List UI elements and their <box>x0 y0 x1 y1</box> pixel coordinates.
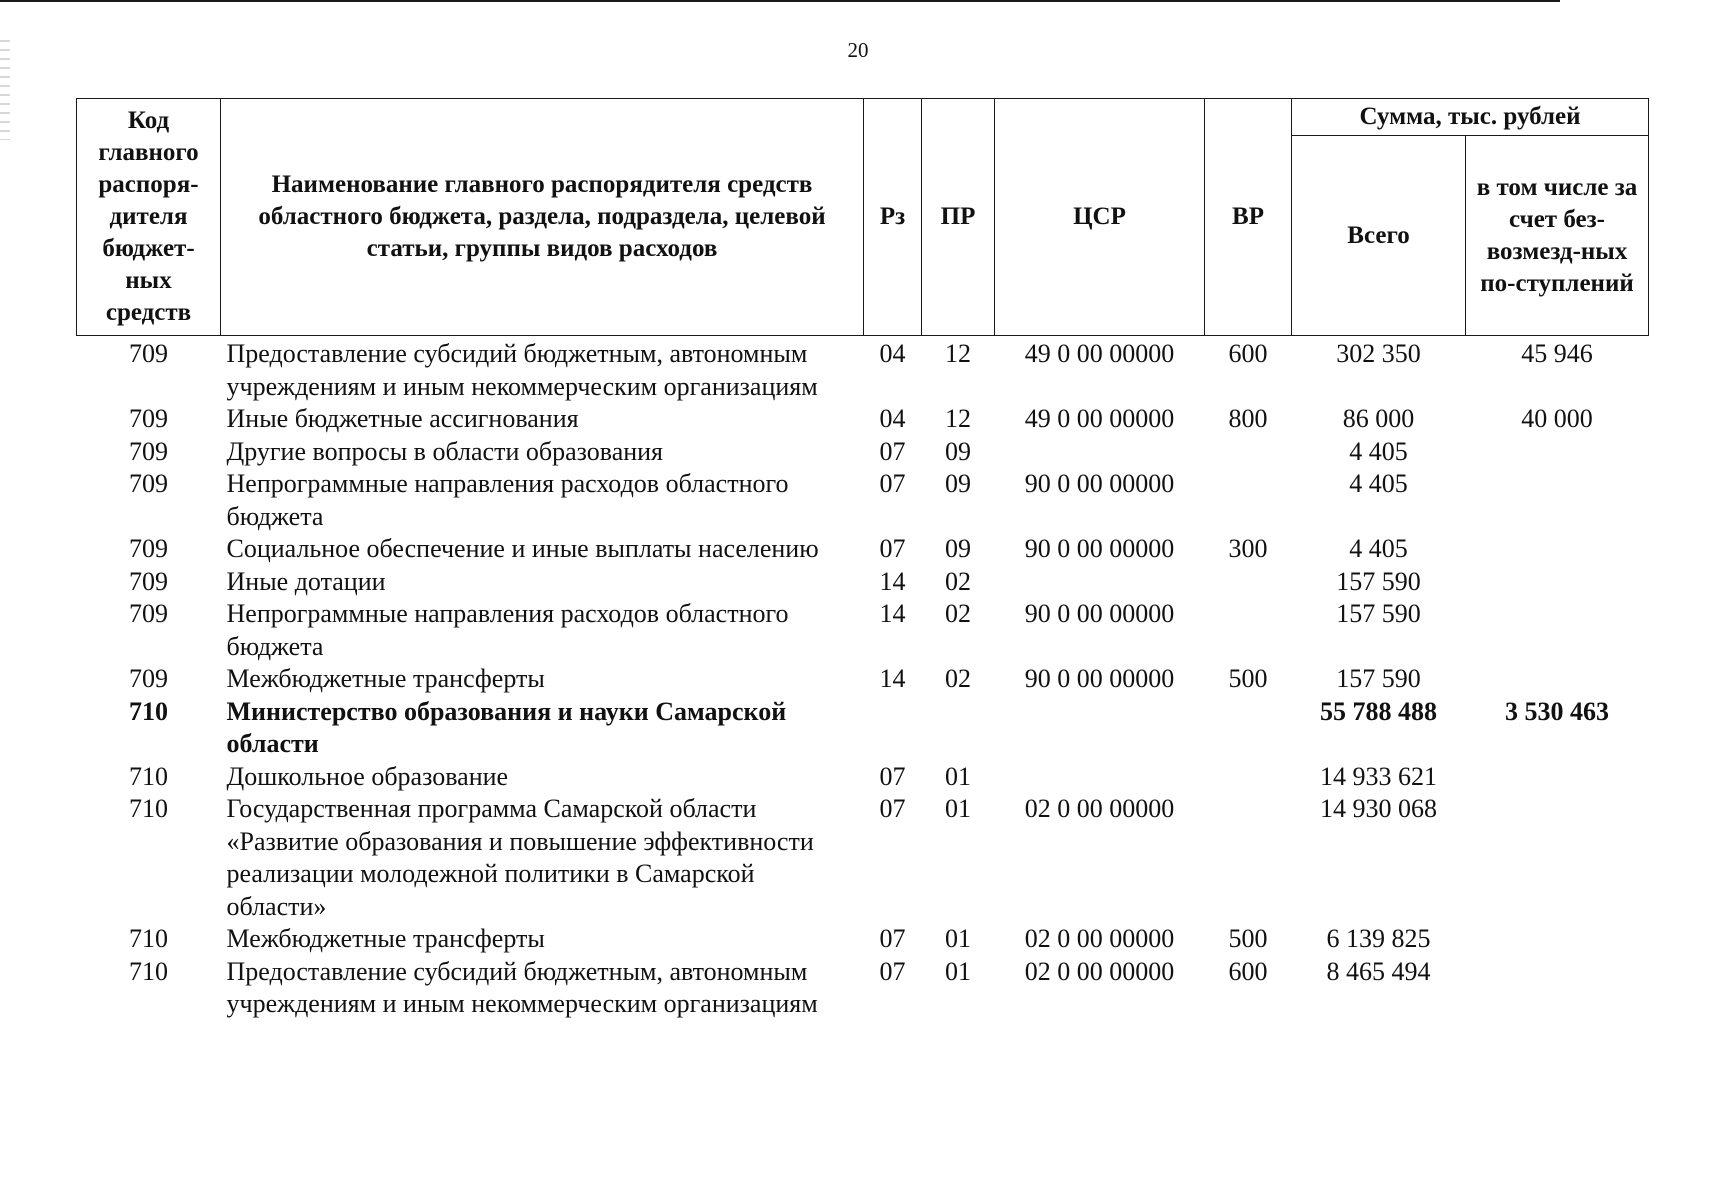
table-row <box>77 436 1649 469</box>
cell-total: 6 139 825 <box>1326 924 1431 953</box>
cell-code: 709 <box>129 566 168 596</box>
cell-pr: 12 <box>945 404 971 433</box>
table-row <box>77 696 1649 761</box>
cell-vr: 600 <box>1228 339 1268 368</box>
cell-pr: 09 <box>945 534 971 563</box>
cell-csr: 02 0 00 00000 <box>1024 956 1175 986</box>
cell-total: 4 405 <box>1349 534 1408 563</box>
cell-csr <box>995 696 1205 761</box>
cell-code: 709 <box>129 436 168 466</box>
cell-free <box>1466 566 1649 599</box>
cell-rz <box>864 696 922 761</box>
cell-pr: 01 <box>945 924 971 953</box>
cell-rz: 07 <box>879 794 906 823</box>
cell-vr: 500 <box>1228 664 1268 693</box>
cell-csr: 90 0 00 00000 <box>1024 599 1175 628</box>
cell-pr: 01 <box>945 956 971 986</box>
cell-rz: 14 <box>879 566 906 596</box>
cell-pr: 02 <box>945 566 971 596</box>
cell-name: Другие вопросы в области образования <box>226 436 664 466</box>
cell-free <box>1466 761 1649 794</box>
cell-code: 710 <box>129 924 168 953</box>
header-csr: ЦСР <box>995 99 1205 336</box>
cell-code: 709 <box>129 534 168 563</box>
cell-pr: 02 <box>945 599 971 628</box>
table-row <box>77 793 1649 923</box>
table-row <box>77 336 1649 404</box>
cell-vr: 800 <box>1228 404 1268 433</box>
cell-rz: 04 <box>879 404 906 433</box>
cell-total: 8 465 494 <box>1326 956 1431 986</box>
cell-code: 709 <box>129 404 168 433</box>
cell-vr <box>1205 566 1292 599</box>
cell-free <box>1466 793 1649 923</box>
cell-csr: 49 0 00 00000 <box>1024 339 1175 368</box>
table-body <box>77 336 1649 1021</box>
cell-free: 3 530 463 <box>1505 696 1609 726</box>
cell-vr: 600 <box>1228 956 1268 986</box>
cell-name: Непрограммные направления расходов областного бюджета <box>226 599 789 661</box>
table-row <box>77 598 1649 663</box>
cell-csr: 49 0 00 00000 <box>1024 404 1175 433</box>
cell-vr <box>1205 598 1292 663</box>
cell-free <box>1466 956 1649 1021</box>
cell-total: 4 405 <box>1349 469 1408 498</box>
cell-pr: 09 <box>945 436 971 466</box>
cell-free <box>1466 663 1649 696</box>
cell-code: 709 <box>129 469 168 498</box>
header-sum-group: Сумма, тыс. рублей <box>1292 99 1649 136</box>
table-row <box>77 533 1649 566</box>
cell-rz: 07 <box>879 761 906 791</box>
top-border-line <box>0 0 1560 2</box>
cell-code: 709 <box>129 664 168 693</box>
cell-rz: 07 <box>879 956 906 986</box>
table-row <box>77 566 1649 599</box>
header-free: в том числе за счет без-возмезд-ных по-ступлений <box>1466 136 1649 336</box>
cell-pr: 12 <box>945 339 971 368</box>
cell-free: 45 946 <box>1521 339 1593 368</box>
cell-rz: 07 <box>879 924 906 953</box>
cell-rz: 14 <box>879 599 906 628</box>
cell-name: Социальное обеспечение и иные выплаты населению <box>226 534 819 563</box>
cell-total: 4 405 <box>1349 436 1408 466</box>
cell-name: Иные дотации <box>226 566 386 596</box>
cell-total: 157 590 <box>1336 566 1421 596</box>
cell-rz: 07 <box>879 436 906 466</box>
cell-rz: 14 <box>879 664 906 693</box>
cell-free <box>1466 598 1649 663</box>
table-row <box>77 403 1649 436</box>
cell-csr: 02 0 00 00000 <box>1024 794 1175 823</box>
cell-name: Иные бюджетные ассигнования <box>226 404 579 433</box>
cell-csr: 02 0 00 00000 <box>1024 924 1175 953</box>
cell-total: 157 590 <box>1336 599 1421 628</box>
page-number: 20 <box>847 38 869 62</box>
cell-code: 710 <box>129 956 168 986</box>
cell-rz: 04 <box>879 339 906 368</box>
header-name: Наименование главного распорядителя средств областного бюджета, раздела, подраздела, целевой статьи, группы видов расходов <box>221 99 864 336</box>
cell-pr: 02 <box>945 664 971 693</box>
cell-name: Межбюджетные трансферты <box>226 664 545 693</box>
cell-csr: 90 0 00 00000 <box>1024 469 1175 498</box>
table-row <box>77 956 1649 1021</box>
cell-total: 157 590 <box>1336 664 1421 693</box>
cell-total: 302 350 <box>1336 339 1421 368</box>
cell-csr <box>995 436 1205 469</box>
cell-csr <box>995 761 1205 794</box>
cell-vr <box>1205 696 1292 761</box>
cell-code: 709 <box>129 339 168 368</box>
cell-code: 709 <box>129 599 168 628</box>
header-code: Код главного распоря-дителя бюджет-ных средств <box>77 99 221 336</box>
cell-total: 14 930 068 <box>1320 794 1437 823</box>
cell-rz: 07 <box>879 534 906 563</box>
cell-code: 710 <box>129 696 168 726</box>
cell-pr <box>922 696 995 761</box>
budget-table <box>76 98 1649 1021</box>
header-rz: Рз <box>864 99 922 336</box>
cell-name: Межбюджетные трансферты <box>226 924 545 953</box>
cell-csr: 90 0 00 00000 <box>1024 534 1175 563</box>
cell-csr: 90 0 00 00000 <box>1024 664 1175 693</box>
cell-free <box>1466 468 1649 533</box>
cell-code: 710 <box>129 761 168 791</box>
cell-name: Дошкольное образование <box>226 761 509 791</box>
header-vr: ВР <box>1205 99 1292 336</box>
cell-name: Государственная программа Самарской области «Развитие образования и повышение эффективности реализации молодежной политики в Самарской области» <box>226 794 814 921</box>
cell-name: Непрограммные направления расходов областного бюджета <box>226 469 789 531</box>
cell-vr <box>1205 436 1292 469</box>
cell-pr: 09 <box>945 469 971 498</box>
cell-name: Министерство образования и науки Самарской области <box>226 696 787 758</box>
cell-total: 86 000 <box>1342 404 1415 433</box>
cell-free: 40 000 <box>1521 404 1593 433</box>
table-row <box>77 923 1649 956</box>
cell-name: Предоставление субсидий бюджетным, автономным учреждениям и иным некоммерческим организациям <box>226 956 818 1018</box>
cell-free <box>1466 436 1649 469</box>
cell-vr <box>1205 793 1292 923</box>
cell-pr: 01 <box>945 794 971 823</box>
cell-free <box>1466 923 1649 956</box>
cell-rz: 07 <box>879 469 906 498</box>
cell-name: Предоставление субсидий бюджетным, автономным учреждениям и иным некоммерческим организациям <box>226 339 818 401</box>
header-pr: ПР <box>922 99 995 336</box>
cell-total: 55 788 488 <box>1320 696 1437 726</box>
table-row <box>77 468 1649 533</box>
cell-csr <box>995 566 1205 599</box>
cell-vr: 500 <box>1228 924 1268 953</box>
cell-total: 14 933 621 <box>1320 761 1437 791</box>
cell-pr: 01 <box>945 761 971 791</box>
header-total: Всего <box>1292 136 1466 336</box>
table-row <box>77 761 1649 794</box>
cell-vr <box>1205 468 1292 533</box>
cell-vr: 300 <box>1228 534 1268 563</box>
cell-vr <box>1205 761 1292 794</box>
cell-free <box>1466 533 1649 566</box>
table-header <box>77 99 1649 336</box>
cell-code: 710 <box>129 794 168 823</box>
table-row <box>77 663 1649 696</box>
